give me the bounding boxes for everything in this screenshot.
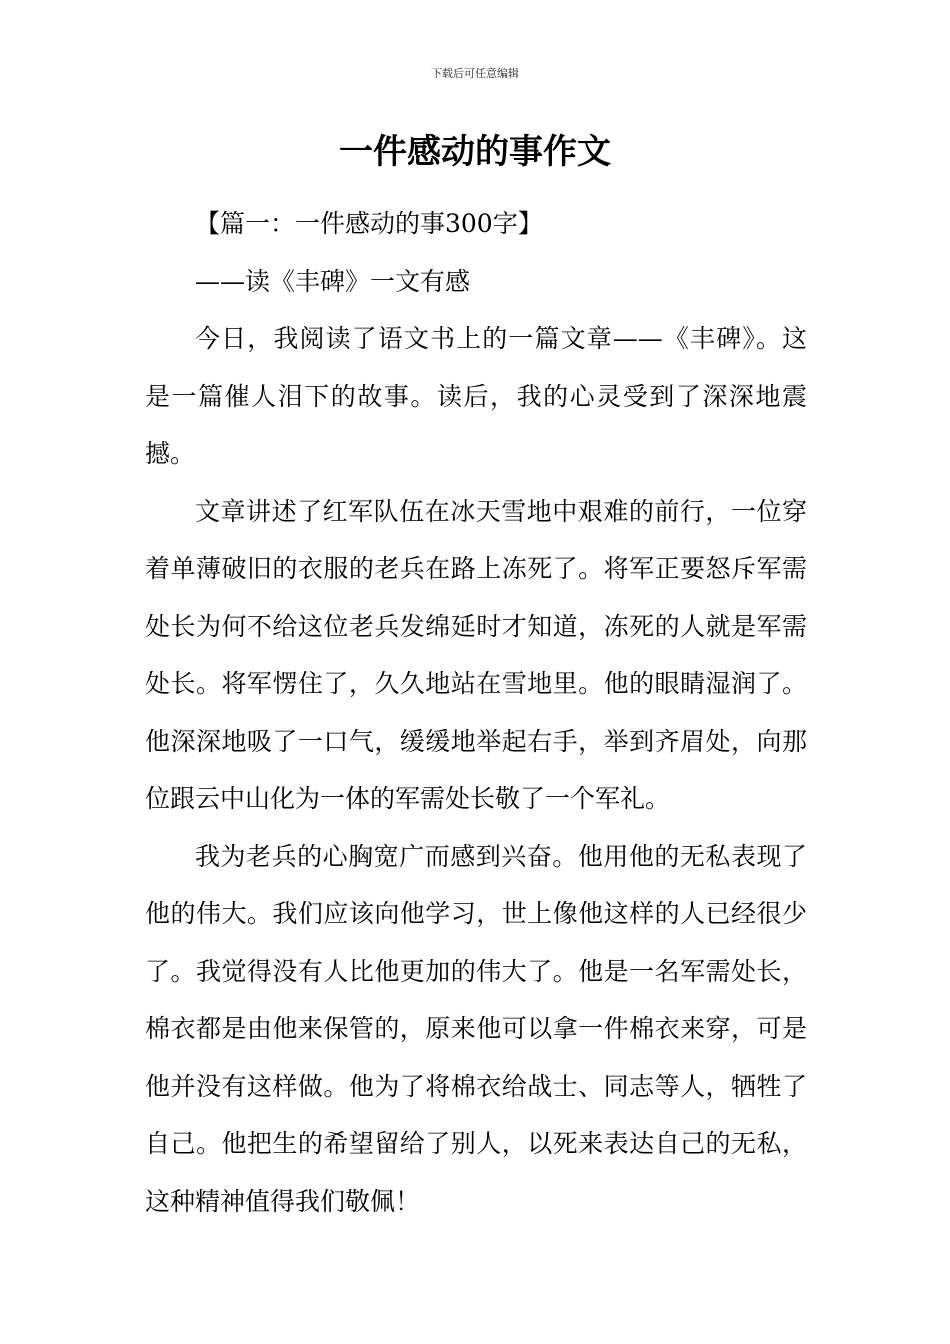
document-body xyxy=(145,195,807,1230)
document-title: 一件感动的事作文 xyxy=(339,132,611,172)
subtitle-line: ——读《丰碑》一文有感 xyxy=(195,266,471,296)
header-note: 下载后可任意编辑 xyxy=(431,67,519,80)
paragraph: 文章讲述了红军队伍在冰天雪地中艰难的前行，一位穿着单薄破旧的衣服的老兵在路上冻死了。将军正要怒斥军需处长为何不给这位老兵发绵延时才知道，冻死的人就是军需处长。将军愣住了，久久地站在雪地里。他的眼睛湿润了。他深深地吸了一口气，缓缓地举起右手，举到齐眉处，向那位跟云中山化为一体的军需处长敬了一个军礼。 xyxy=(145,496,807,813)
paragraph: 我为老兵的心胸宽广而感到兴奋。他用他的无私表现了他的伟大。我们应该向他学习，世上像他这样的人已经很少了。我觉得没有人比他更加的伟大了。他是一名军需处长，棉衣都是由他来保管的，原来他可以拿一件棉衣来穿，可是他并没有这样做。他为了将棉衣给战士、同志等人，牺牲了自己。他把生的希望留给了别人，以死来表达自己的无私，这种精神值得我们敬佩！ xyxy=(145,841,807,1216)
paragraph: 今日，我阅读了语文书上的一篇文章——《丰碑》。这是一篇催人泪下的故事。读后，我的心灵受到了深深地震撼。 xyxy=(145,324,807,468)
section-heading: 【篇一：一件感动的事300字】 xyxy=(195,209,543,238)
